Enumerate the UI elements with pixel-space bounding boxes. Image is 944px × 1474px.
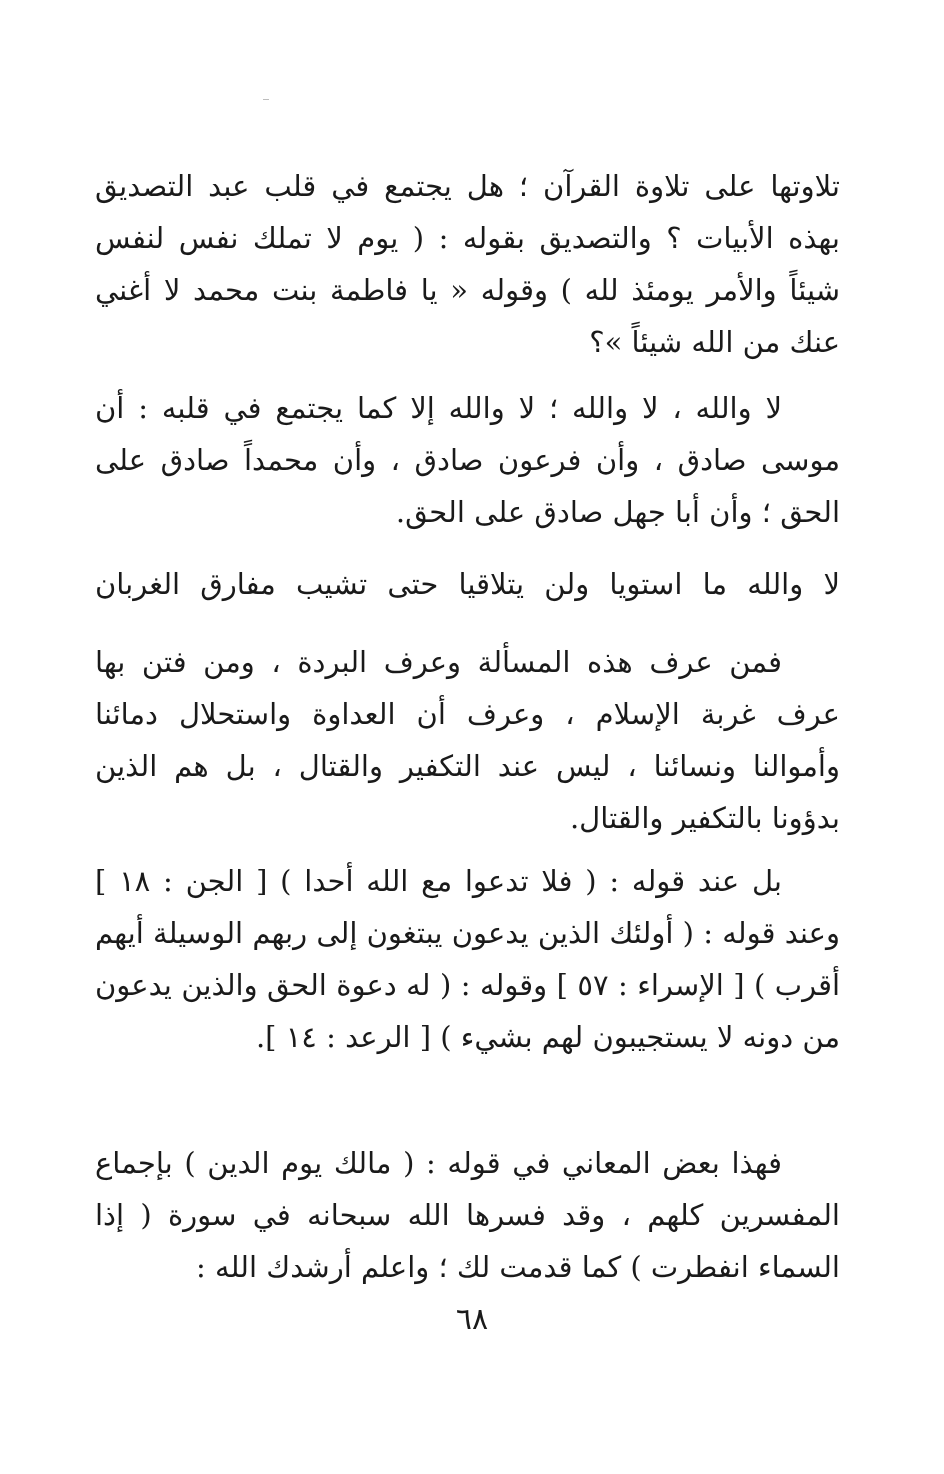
paragraph-5 (95, 1137, 840, 1293)
paragraph-2-text: لا والله ، لا والله ؛ لا والله إلا كما يجتمع في قلبه : أن موسى صادق ، وأن فرعون صادق ، وأن محمداً صادق على الحق ؛ وأن أبا جهل صادق على الحق. (95, 391, 840, 529)
paragraph-1-text: تلاوتها على تلاوة القرآن ؛ هل يجتمع في قلب عبد التصديق بهذه الأبيات ؟ والتصديق بقوله : ( يوم لا تملك نفس لنفس شيئاً والأمر يومئذ لله ) وقوله « يا فاطمة بنت محمد لا أغني عنك من الله شيئاً »؟ (95, 169, 840, 359)
poetry-verse-text: لا والله ما استويا ولن يتلاقيا حتى تشيب مفارق الغربان (95, 567, 840, 601)
paragraph-3 (95, 636, 840, 844)
paragraph-4 (95, 855, 840, 1063)
paragraph-2 (95, 382, 840, 538)
paragraph-1 (95, 160, 840, 368)
paragraph-4-text: بل عند قوله : ( فلا تدعوا مع الله أحدا ) [ الجن : ١٨ ] وعند قوله : ( أولئك الذين يدعون يبتغون إلى ربهم الوسيلة أيهم أقرب ) [ الإسراء : ٥٧ ] وقوله : ( له دعوة الحق والذين يدعون من دونه لا يستجيبون لهم بشيء ) [ الرعد : ١٤ ]. (95, 864, 840, 1054)
page-number: ٦٨ (455, 1302, 489, 1337)
paragraph-5-text: فهذا بعض المعاني في قوله : ( مالك يوم الدين ) بإجماع المفسرين كلهم ، وقد فسرها الله سبحانه في سورة ( إذا السماء انفطرت ) كما قدمت لك ؛ واعلم أرشدك الله : (95, 1146, 840, 1284)
paragraph-3-text: فمن عرف هذه المسألة وعرف البردة ، ومن فتن بها عرف غربة الإسلام ، وعرف أن العداوة واستحلال دمائنا وأموالنا ونسائنا ، ليس عند التكفير والقتال ، بل هم الذين بدؤونا بالتكفير والقتال. (95, 645, 840, 835)
poetry-verse (95, 558, 840, 610)
scan-speck (263, 99, 269, 100)
